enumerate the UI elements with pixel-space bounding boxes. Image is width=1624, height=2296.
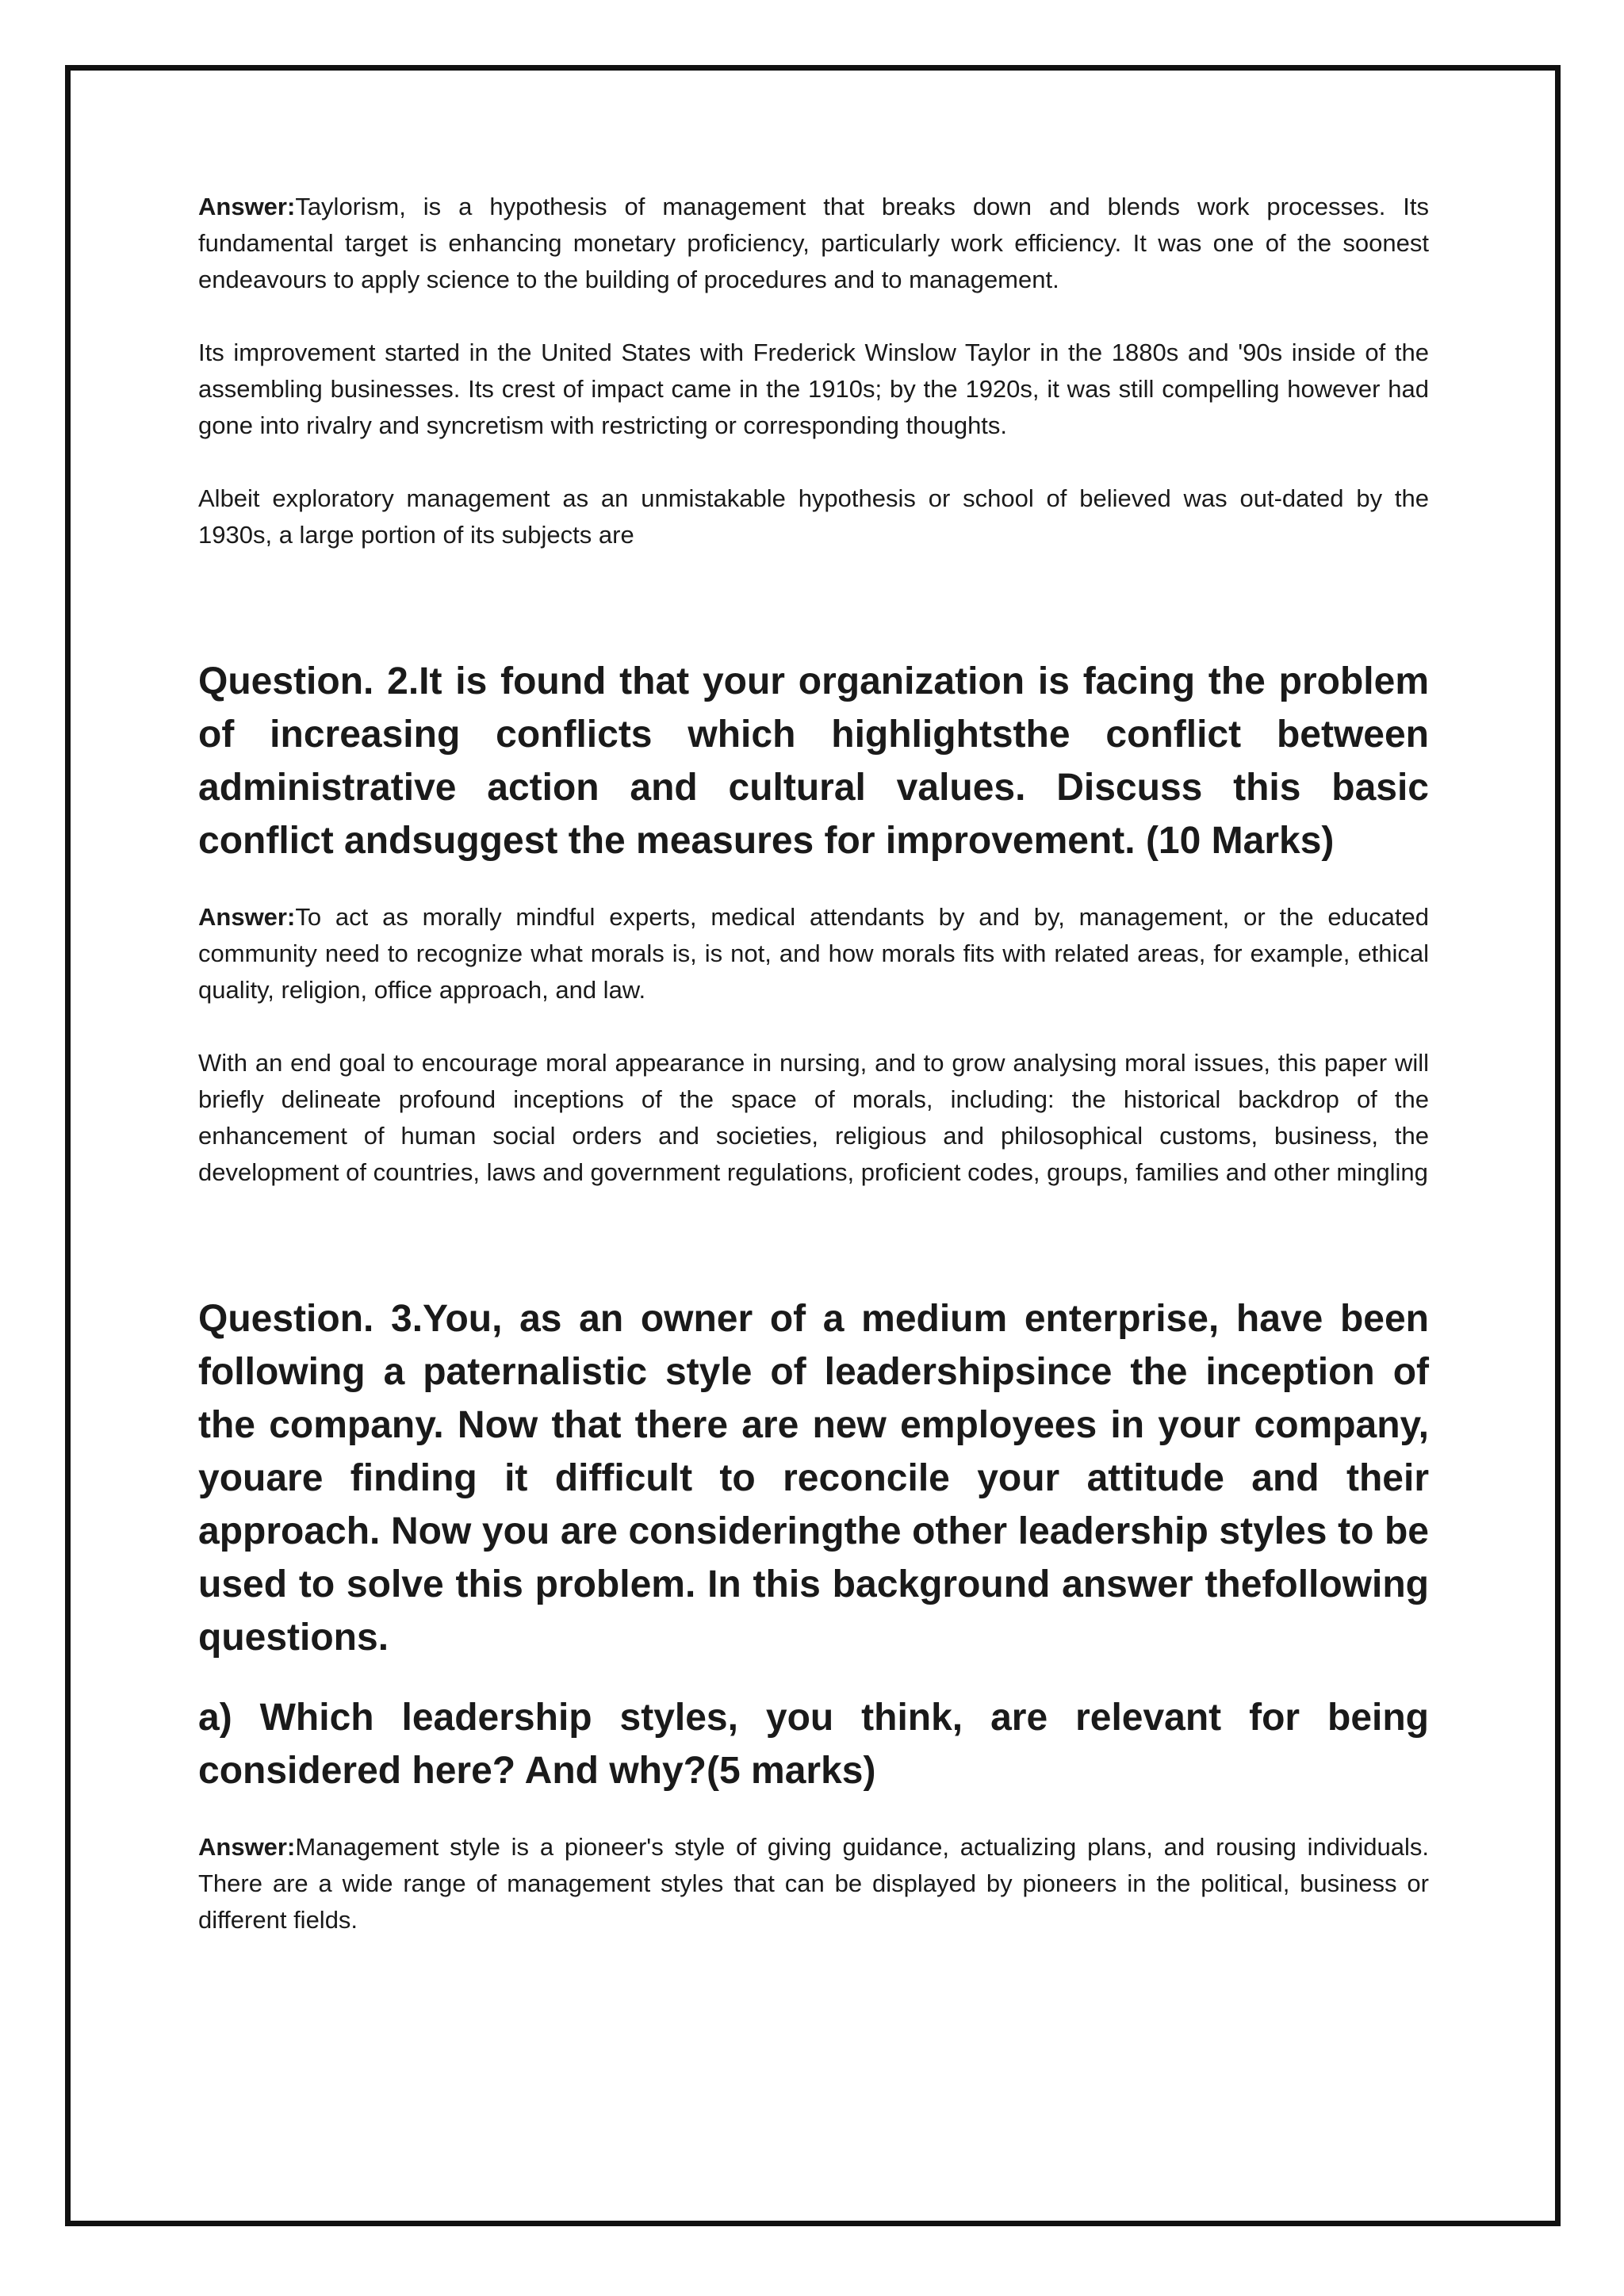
question-3-subquestion-a: a) Which leadership styles, you think, are relevant for being considered here? And why?(5 marks) [198,1697,1429,1792]
answer-2-paragraph-2: With an end goal to encourage moral appearance in nursing, and to grow analysing moral issues, this paper will briefly delineate profound inceptions of the space of morals, including: the historical backdrop of the enhancement of human social orders and societies, religious and philosophical customs, business, the development of countries, laws and government regulations, proficient codes, groups, families and other mingling [198,1049,1429,1186]
question-2-heading: Question. 2.It is found that your organization is facing the problem of increasing conflicts which highlightsthe conflict between administrative action and cultural values. Discuss this basic conflict andsuggest the measures for improvement. (10 Marks) [198,660,1429,862]
answer-2-paragraph [198,899,1429,1008]
answer-3-paragraph [198,1829,1429,1938]
answer-1-paragraph-3: Albeit exploratory management as an unmistakable hypothesis or school of believed was out-dated by the 1930s, a large portion of its subjects are [198,484,1429,549]
answer-label: Answer: [198,193,296,220]
answer-label: Answer: [198,1833,296,1861]
answer-1-paragraph [198,189,1429,298]
answer-2-text: To act as morally mindful experts, medical attendants by and by, management, or the educated community need to recognize what morals is, is not, and how morals fits with related areas, for example, ethical quality, religion, office approach, and law. [198,903,1429,1004]
answer-3-text: Management style is a pioneer's style of giving guidance, actualizing plans, and rousing individuals. There are a wide range of management styles that can be displayed by pioneers in the political, business or different fields. [198,1833,1429,1934]
question-3-heading: Question. 3.You, as an owner of a medium enterprise, have been following a paternalistic style of leadershipsince the inception of the company. Now that there are new employees in your company, youare finding it difficult to reconcile your attitude and their approach. Now you are consideringthe other leadership styles to be used to solve this problem. In this background answer thefollowing questions. [198,1298,1429,1659]
answer-1-paragraph-2: Its improvement started in the United States with Frederick Winslow Taylor in the 1880s and '90s inside of the assembling businesses. Its crest of impact came in the 1910s; by the 1920s, it was still compelling however had gone into rivalry and syncretism with restricting or corresponding thoughts. [198,339,1429,439]
answer-label: Answer: [198,903,296,931]
answer-1-text: Taylorism, is a hypothesis of management that breaks down and blends work processes. Its fundamental target is enhancing monetary proficiency, particularly work efficiency. It was one of the soonest endeavours to apply science to the building of procedures and to management. [198,193,1429,293]
document-content [198,189,1429,1938]
